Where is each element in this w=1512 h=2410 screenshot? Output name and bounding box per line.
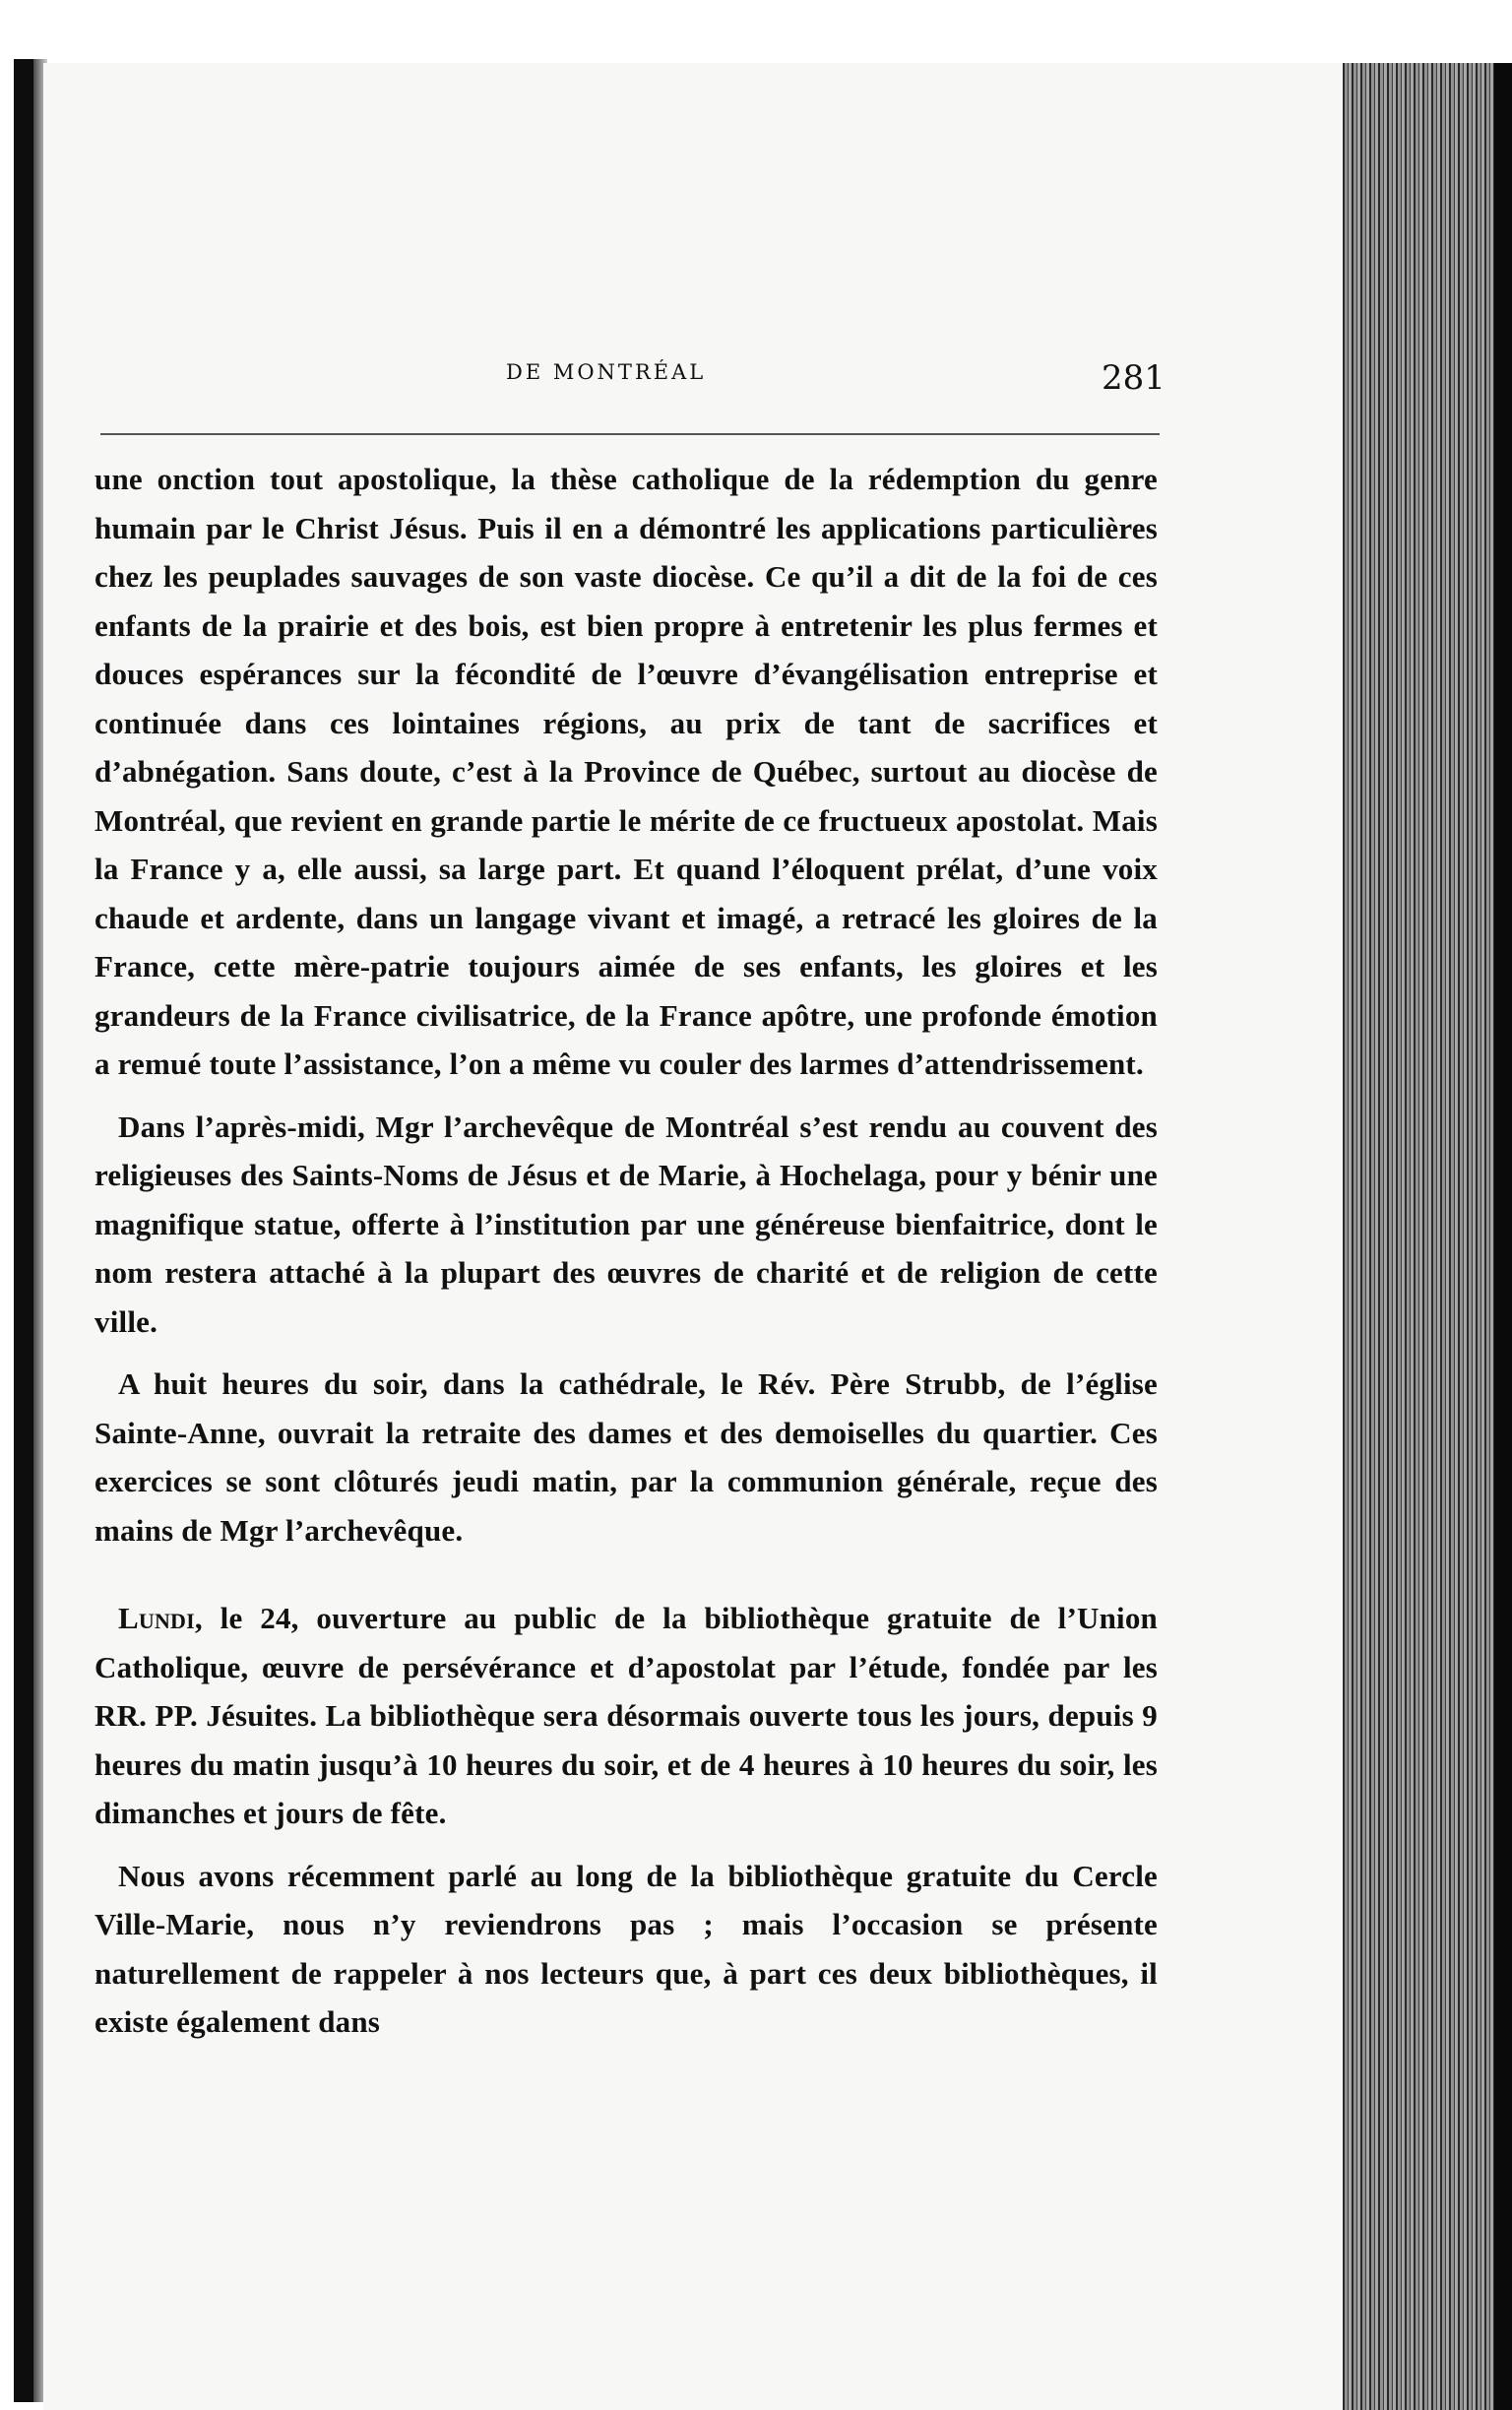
- running-head: DE MONTRÉAL: [506, 360, 707, 384]
- paragraph-4: [94, 1594, 1158, 1838]
- day-label: Lundi: [118, 1601, 195, 1635]
- book-page: [43, 63, 1343, 2410]
- body-text: [94, 455, 1158, 2047]
- page-block-edges: [1343, 63, 1512, 2410]
- paragraph-4-text: , le 24, ouverture au public de la bibliothèque gratuite de l’Union Catholique, œuvre de persévérance et d’apostolat par l’étude, fondée par les RR. PP. Jésuites. La bibliothèque sera désormais ouverte tous les jours, depuis 9 heures du matin jusqu’à 10 heures du soir, et de 4 heures à 10 heures du soir, les dimanches et jours de fête.: [94, 1601, 1158, 1830]
- book-binding-edge: [14, 59, 33, 2402]
- paragraph-2: Dans l’après-midi, Mgr l’archevêque de Montréal s’est rendu au couvent des religieuses des Saints-Noms de Jésus et de Marie, à Hochelaga, pour y bénir une magnifique statue, offerte à l’institution par une généreuse bienfaitrice, dont le nom restera attaché à la plupart des œuvres de charité et de religion de cette ville.: [94, 1109, 1158, 1339]
- header-rule: [100, 433, 1160, 435]
- paragraph-5: Nous avons récemment parlé au long de la bibliothèque gratuite du Cercle Ville-Marie, nous n’y reviendrons pas ; mais l’occasion se présente naturellement de rappeler à nos lecteurs que, à part ces deux bibliothèques, il existe également dans: [94, 1858, 1158, 2039]
- paragraph-1: une onction tout apostolique, la thèse catholique de la rédemption du genre humain par le Christ Jésus. Puis il en a démontré les applications particulières chez les peuplades sauvages de son vaste diocèse. Ce qu’il a dit de la foi de ces enfants de la prairie et des bois, est bien propre à entretenir les plus fermes et douces espérances sur la fécondité de l’œuvre d’évangélisation entreprise et continuée dans ces lointaines régions, au prix de tant de sacrifices et d’abnégation. Sans doute, c’est à la Province de Québec, surtout au diocèse de Montréal, que revient en grande partie le mérite de ce fructueux apostolat. Mais la France y a, elle aussi, sa large part. Et quand l’éloquent prélat, d’une voix chaude et ardente, dans un langage vivant et imagé, a retracé les gloires de la France, cette mère-patrie toujours aimée de ses enfants, les gloires et les grandeurs de la France civilisatrice, de la France apôtre, une profonde émotion a remué toute l’assistance, l’on a même vu couler des larmes d’attendrissement.: [94, 462, 1158, 1081]
- page-number: 281: [1102, 358, 1166, 398]
- scan-top-margin: [0, 0, 1512, 63]
- paragraph-3: A huit heures du soir, dans la cathédrale, le Rév. Père Strubb, de l’église Sainte-Anne, ouvrait la retraite des dames et des demoiselles du quartier. Ces exercices se sont clôturés jeudi matin, par la communion générale, reçue des mains de Mgr l’archevêque.: [94, 1366, 1158, 1548]
